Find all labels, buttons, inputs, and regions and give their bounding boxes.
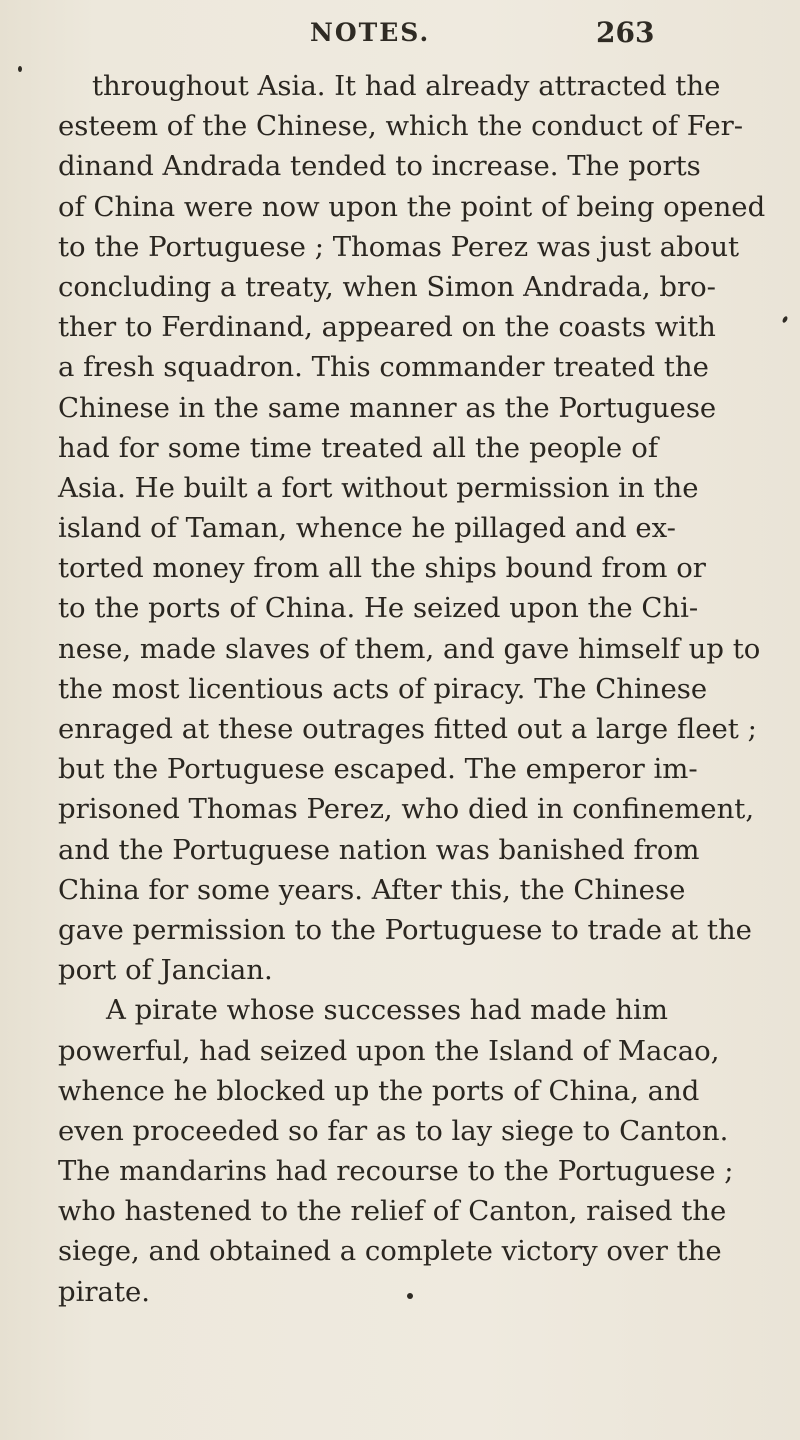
text-line: pirate. — [58, 1275, 151, 1308]
text-line: torted money from all the ships bound from or — [58, 552, 706, 585]
text-line: gave permission to the Portuguese to trade at the — [58, 913, 752, 946]
text-line: the most licentious acts of piracy. The Chinese — [58, 672, 708, 705]
ink-speck — [782, 315, 789, 323]
text-line: dinand Andrada tended to increase. The ports — [58, 150, 701, 183]
text-line: The mandarins had recourse to the Portuguese ; — [58, 1155, 734, 1188]
text-line: of China were now upon the point of being opened — [58, 190, 766, 223]
text-line: enraged at these outrages fitted out a large fleet ; — [58, 713, 757, 745]
text-line: concluding a treaty, when Simon Andrada, bro- — [58, 270, 716, 303]
text-line: port of Jancian. — [58, 954, 273, 987]
text-line: to the Portuguese ; Thomas Perez was just about — [58, 230, 740, 263]
text-line: A pirate whose successes had made him — [106, 994, 668, 1027]
text-line: Asia. He built a fort without permission in the — [58, 471, 699, 504]
body-text — [58, 66, 766, 1312]
text-line: nese, made slaves of them, and gave himself up to — [58, 632, 761, 665]
page-number: 263 — [596, 16, 655, 49]
page-header — [0, 16, 800, 56]
text-line: powerful, had seized upon the Island of Macao, — [58, 1034, 720, 1067]
text-line: esteem of the Chinese, which the conduct of Fer- — [58, 110, 744, 143]
text-line: even proceeded so far as to lay siege to Canton. — [58, 1114, 729, 1147]
ink-speck — [407, 1293, 413, 1299]
text-line: island of Taman, whence he pillaged and ex- — [58, 512, 676, 545]
text-line: throughout Asia. It had already attracted the — [92, 70, 721, 102]
text-line: China for some years. After this, the Chinese — [58, 873, 686, 906]
text-line: had for some time treated all the people of — [58, 431, 658, 464]
ink-speck — [18, 66, 22, 72]
text-line: a fresh squadron. This commander treated the — [58, 351, 709, 384]
text-line: siege, and obtained a complete victory over the — [58, 1235, 722, 1268]
text-line: but the Portuguese escaped. The emperor im- — [58, 753, 698, 786]
text-line: to the ports of China. He seized upon the Chi- — [58, 592, 699, 625]
text-line: whence he blocked up the ports of China, and — [58, 1074, 700, 1107]
text-line: who hastened to the relief of Canton, raised the — [58, 1195, 727, 1228]
text-line: Chinese in the same manner as the Portuguese — [58, 391, 717, 424]
text-line: prisoned Thomas Perez, who died in confinement, — [58, 793, 755, 826]
text-line: ther to Ferdinand, appeared on the coasts with — [58, 311, 716, 344]
text-line: and the Portuguese nation was banished from — [58, 833, 700, 866]
running-head: NOTES. — [310, 18, 431, 47]
